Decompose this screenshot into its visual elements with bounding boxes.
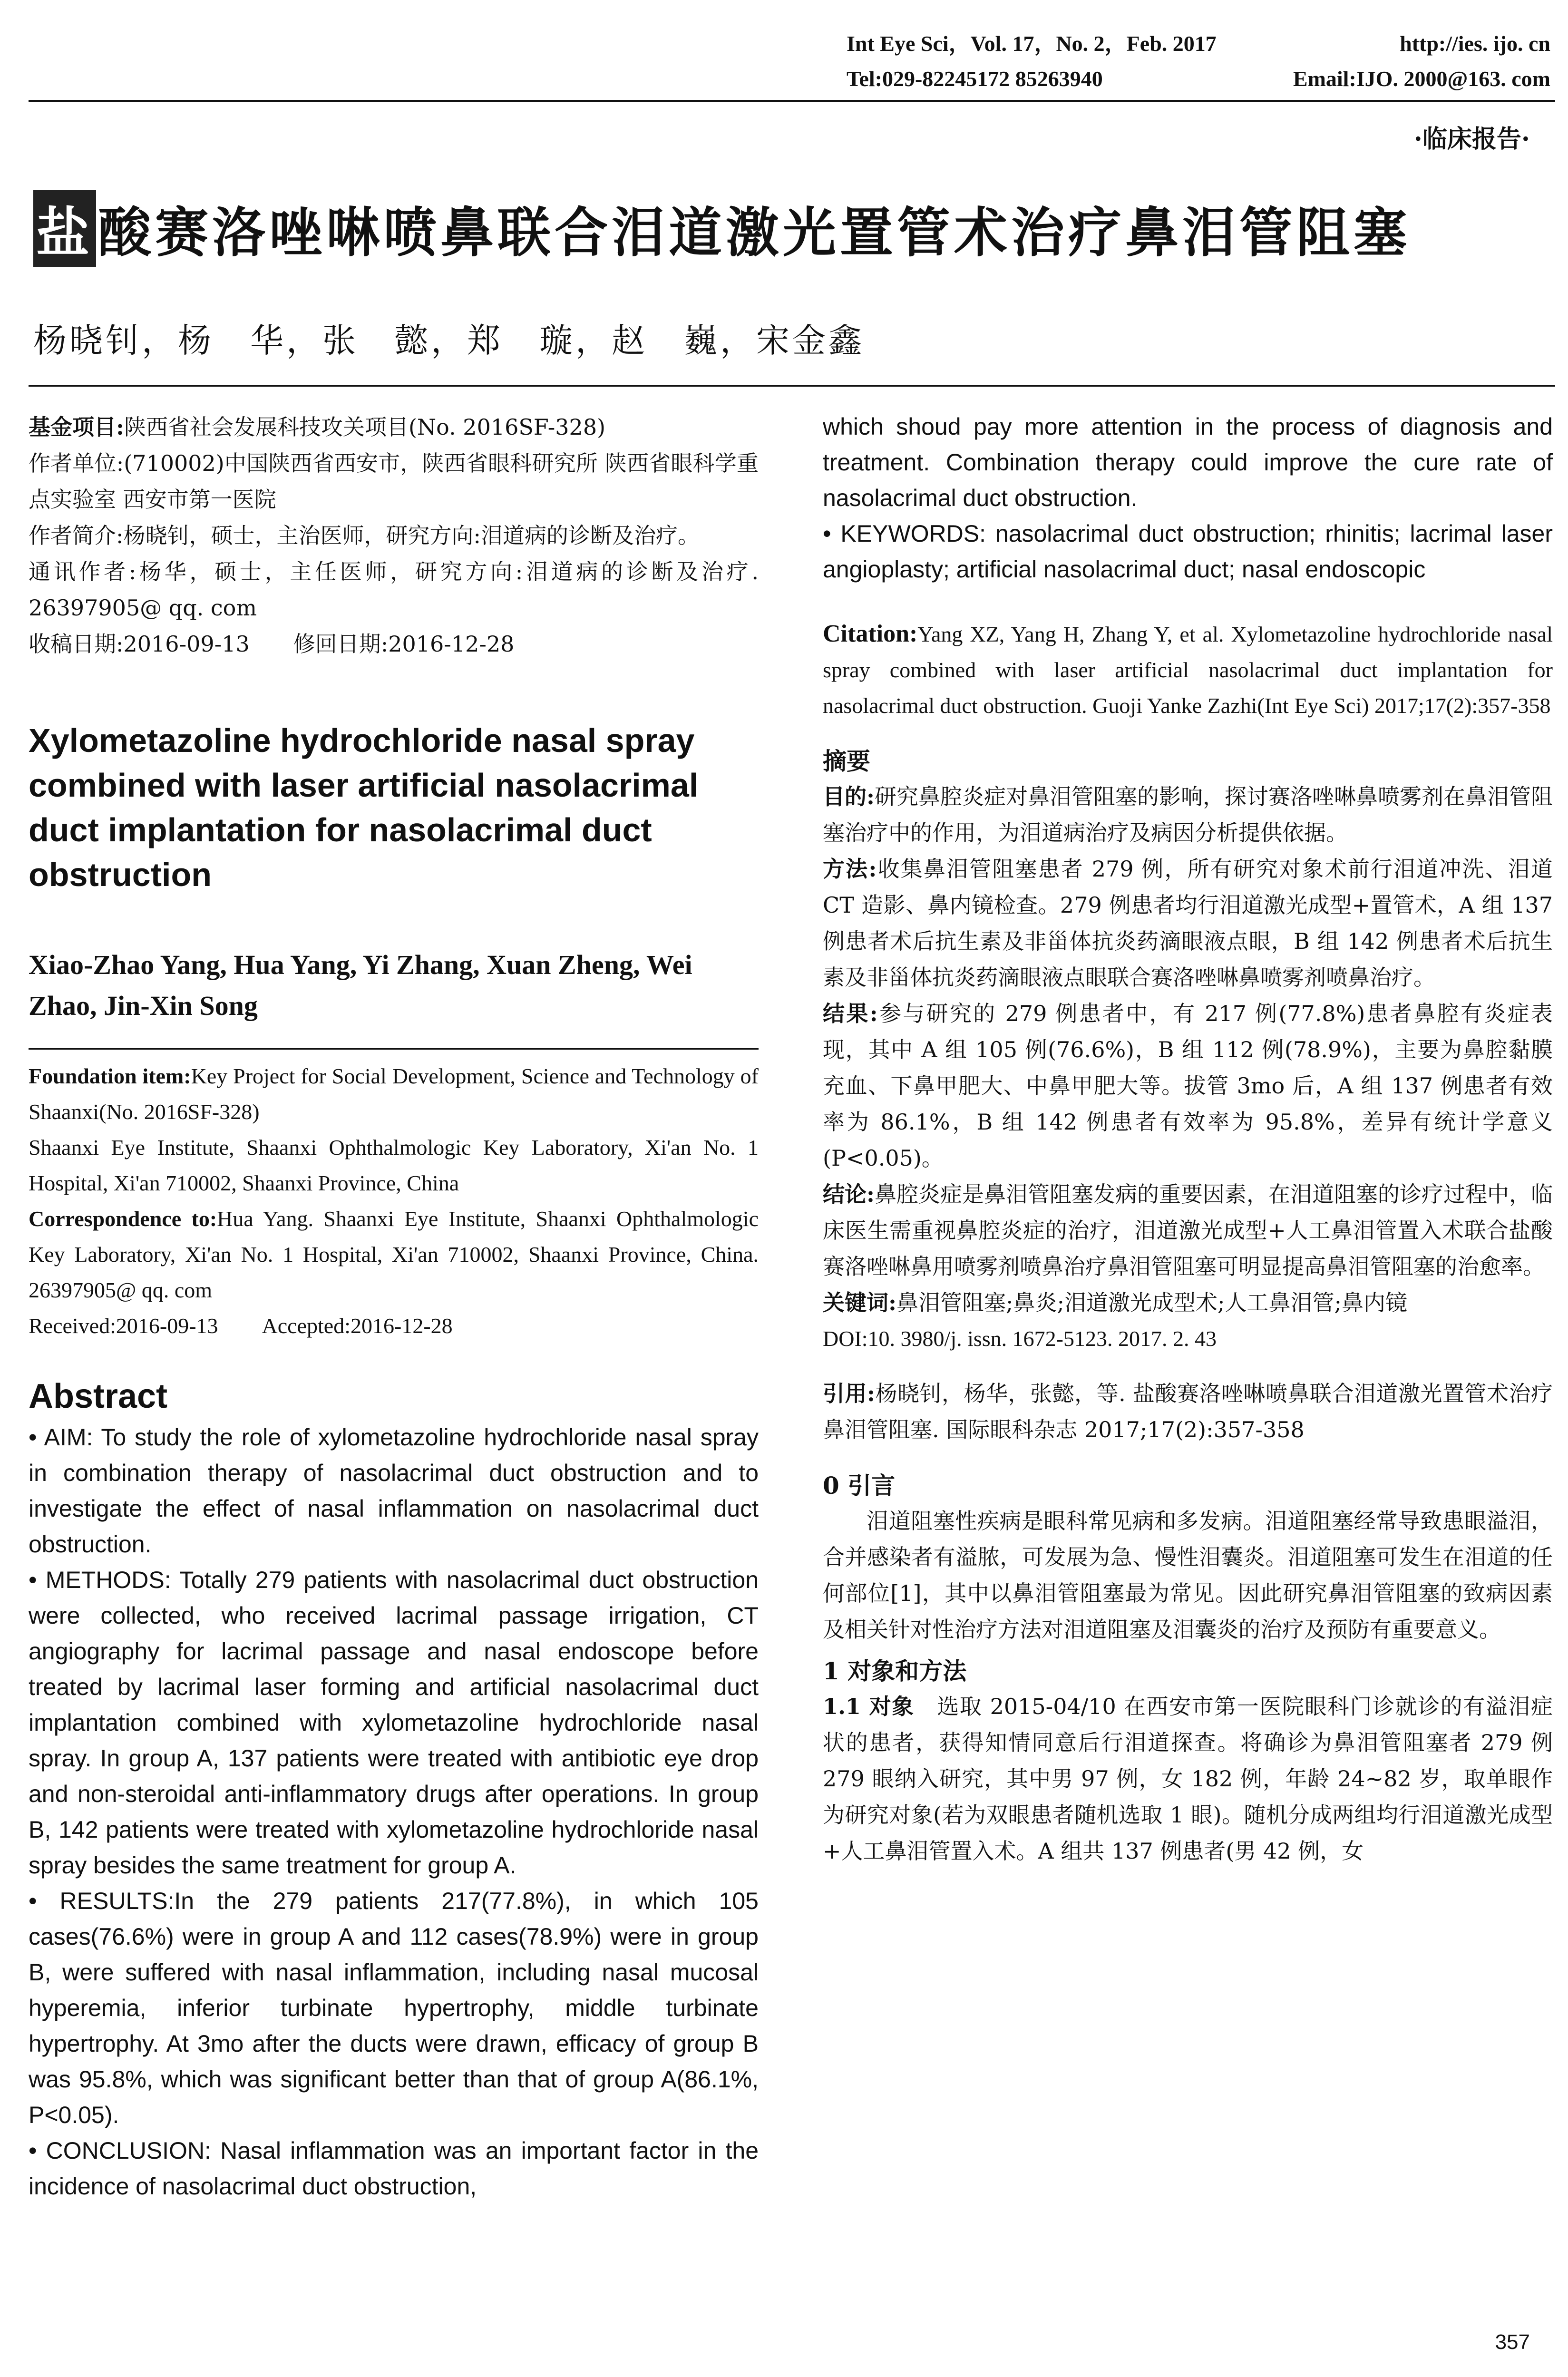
english-title: Xylometazoline hydrochloride nasal spray combined with laser artificial nasolacrimal duct implantation for nasolacrimal duct obstruction (29, 722, 699, 893)
left-column (29, 409, 759, 2204)
section-tag: ·临床报告· (1413, 125, 1530, 154)
authors-cn: 杨晓钊，杨 华，张 懿，郑 璇，赵 巍，宋金鑫 (33, 321, 865, 360)
title-rule (29, 385, 1555, 387)
journal-name: Int Eye Sci，Vol. 17，No. 2，Feb. 2017 (847, 31, 1217, 56)
abstract-heading: Abstract (29, 1377, 168, 1415)
subjects-paragraph: 1.1 对象 选取 2015-04/10 在西安市第一医院眼科门诊就诊的有溢泪症状的患者，获得知情同意后行泪道探查。将确诊为鼻泪管阻塞者 279 例 279 眼纳入研究，其中男 97 例，女 182 例，年龄 24~82 岁，取单眼作为研究对象(若为双眼患者随机选取 1 眼)。随机分成两组均行泪道激光成型+人工鼻泪管置入术。A 组共 137 例患者(男 42 例，女 (823, 1694, 1553, 1864)
foundation-item: Foundation item:Key Project for Social Development, Science and Technology of Shaanxi(No. 2016SF-328) (29, 1064, 759, 1124)
citation: Citation:Yang XZ, Yang H, Zhang Y, et al. Xylometazoline hydrochloride nasal spray combined with laser artificial nasolacrimal duct implantation for nasolacrimal duct obstruction. Guoji Yanke Zazhi(Int Eye Sci) 2017;17(2):357-358 (823, 620, 1553, 718)
journal-url[interactable]: http://ies. ijo. cn (1400, 31, 1550, 56)
correspondence-en: Correspondence to:Hua Yang. Shaanxi Eye Institute, Shaanxi Ophthalmologic Key Laboratory, Xi'an No. 1 Hospital, Xi'an 710002, Shaanxi Province, China. 26397905@ qq. com (29, 1207, 759, 1302)
title-rest: 酸赛洛唑啉喷鼻联合泪道激光置管术治疗鼻泪管阻塞 (98, 202, 1411, 264)
abstract-keywords: • KEYWORDS: nasolacrimal duct obstruction; rhinitis; lacrimal laser angioplasty; artificial nasolacrimal duct; nasal endoscopic (823, 520, 1553, 583)
meta-dates: 收稿日期:2016-09-13 修回日期:2016-12-28 (29, 631, 515, 657)
doi[interactable]: DOI:10. 3980/j. issn. 1672-5123. 2017. 2. 43 (823, 1326, 1217, 1351)
affiliation-en: Shaanxi Eye Institute, Shaanxi Ophthalmologic Key Laboratory, Xi'an No. 1 Hospital, Xi'an 710002, Shaanxi Province, China (29, 1135, 759, 1195)
page-number: 357 (1495, 2330, 1530, 2354)
right-column (823, 409, 1553, 1869)
journal-header (847, 26, 1550, 97)
zh-results: 结果:参与研究的 279 例患者中，有 217 例(77.8%)患者鼻腔有炎症表现，其中 A 组 105 例(76.6%)，B 组 112 例(78.9%)，主要为鼻腔黏膜充血、下鼻甲肥大、中鼻甲肥大等。拔管 3mo 后，A 组 137 例患者有效率为 86.1%，B 组 142 例患者有效率为 95.8%，差异有统计学意义(P<0.05)。 (823, 1001, 1553, 1171)
meta-affiliation: 作者单位:(710002)中国陕西省西安市，陕西省眼科研究所 陕西省眼科学重点实验室 西安市第一医院 (29, 450, 759, 512)
article-title (33, 190, 1411, 267)
received-dates: Received:2016-09-13 Accepted:2016-12-28 (29, 1314, 453, 1338)
meta-foundation: 基金项目:陕西省社会发展科技攻关项目(No. 2016SF-328) (29, 414, 606, 440)
english-authors: Xiao-Zhao Yang, Hua Yang, Yi Zhang, Xuan Zheng, Wei Zhao, Jin-Xin Song (29, 949, 692, 1021)
zh-abstract-heading: 摘要 (823, 747, 870, 775)
journal-email[interactable]: Email:IJO. 2000@163. com (1293, 67, 1550, 91)
journal-tel: Tel:029-82245172 85263940 (847, 67, 1103, 91)
zh-objective: 目的:研究鼻腔炎症对鼻泪管阻塞的影响，探讨赛洛唑啉鼻喷雾剂在鼻泪管阻塞治疗中的作用，为泪道病治疗及病因分析提供依据。 (823, 784, 1553, 846)
abstract-conclusion-start: • CONCLUSION: Nasal inflammation was an important factor in the incidence of nasolacrimal duct obstruction, (29, 2137, 759, 2200)
abstract-conclusion-end: which shoud pay more attention in the process of diagnosis and treatment. Combination therapy could improve the cure rate of nasolacrimal duct obstruction. (823, 413, 1553, 511)
abstract-aim: • AIM: To study the role of xylometazoline hydrochloride nasal spray in combination therapy of nasolacrimal duct obstruction and to investigate the effect of nasal inflammation on nasolacrimal duct obstruction. (29, 1424, 759, 1558)
methods-heading: 1 对象和方法 (823, 1657, 967, 1685)
meta-block (29, 409, 759, 662)
intro-text: 泪道阻塞性疾病是眼科常见病和多发病。泪道阻塞经常导致患眼溢泪，合并感染者有溢脓，可发展为急、慢性泪囊炎。泪道阻塞可发生在泪道的任何部位[1]，其中以鼻泪管阻塞最为常见。因此研究鼻泪管阻塞的致病因素及相关针对性治疗方法对泪道阻塞及泪囊炎的治疗及预防有重要意义。 (823, 1508, 1553, 1642)
abstract-methods: • METHODS: Totally 279 patients with nasolacrimal duct obstruction were collected, who received lacrimal passage irrigation, CT angiography for lacrimal passage and nasal endoscope before treated by lacrimal laser forming and artificial nasolacrimal duct implantation combined with xylometazoline hydrochloride nasal spray. In group A, 137 patients were treated with antibiotic eye drop and non-steroidal anti-inflammatory drugs after operations. In group B, 142 patients were treated with xylometazoline hydrochloride nasal spray besides the same treatment for group A. (29, 1567, 759, 1879)
meta-author-bio: 作者简介:杨晓钊，硕士，主治医师，研究方向:泪道病的诊断及治疗。 (29, 523, 700, 548)
title-first-char: 盐 (33, 190, 96, 267)
intro-heading: 0 引言 (823, 1471, 896, 1500)
abstract-results: • RESULTS:In the 279 patients 217(77.8%), in which 105 cases(76.6%) were in group A and 112 cases(78.9%) were in group B, were suffered with nasal inflammation, including nasal mucosal hyperemia, inferior turbinate hypertrophy, middle turbinate hypertrophy. At 3mo after the ducts were drawn, efficacy of group B was 95.8%, which was significant better than that of group A(86.1%, P<0.05). (29, 1888, 759, 2128)
zh-conclusion: 结论:鼻腔炎症是鼻泪管阻塞发病的重要因素，在泪道阻塞的诊疗过程中，临床医生需重视鼻腔炎症的治疗，泪道激光成型+人工鼻泪管置入术联合盐酸赛洛唑啉鼻用喷雾剂喷鼻治疗鼻泪管阻塞可明显提高鼻泪管阻塞的治愈率。 (823, 1181, 1553, 1279)
cite-cn: 引用:杨晓钊，杨华，张懿，等. 盐酸赛洛唑啉喷鼻联合泪道激光置管术治疗鼻泪管阻塞. 国际眼科杂志 2017;17(2):357-358 (823, 1381, 1553, 1442)
meta-correspondence: 通讯作者:杨华，硕士，主任医师，研究方向:泪道病的诊断及治疗. 26397905@ qq. com (29, 559, 759, 621)
zh-methods: 方法:收集鼻泪管阻塞患者 279 例，所有研究对象术前行泪道冲洗、泪道 CT 造影、鼻内镜检查。279 例患者均行泪道激光成型+置管术，A 组 137 例患者术后抗生素及非甾体抗炎药滴眼液点眼，B 组 142 例患者术后抗生素及非甾体抗炎药滴眼液点眼联合赛洛唑啉鼻喷雾剂喷鼻治疗。 (823, 856, 1553, 990)
header-rule (29, 100, 1555, 102)
authors-rule (29, 1048, 759, 1050)
zh-keywords: 关键词:鼻泪管阻塞;鼻炎;泪道激光成型术;人工鼻泪管;鼻内镜 (823, 1290, 1407, 1315)
